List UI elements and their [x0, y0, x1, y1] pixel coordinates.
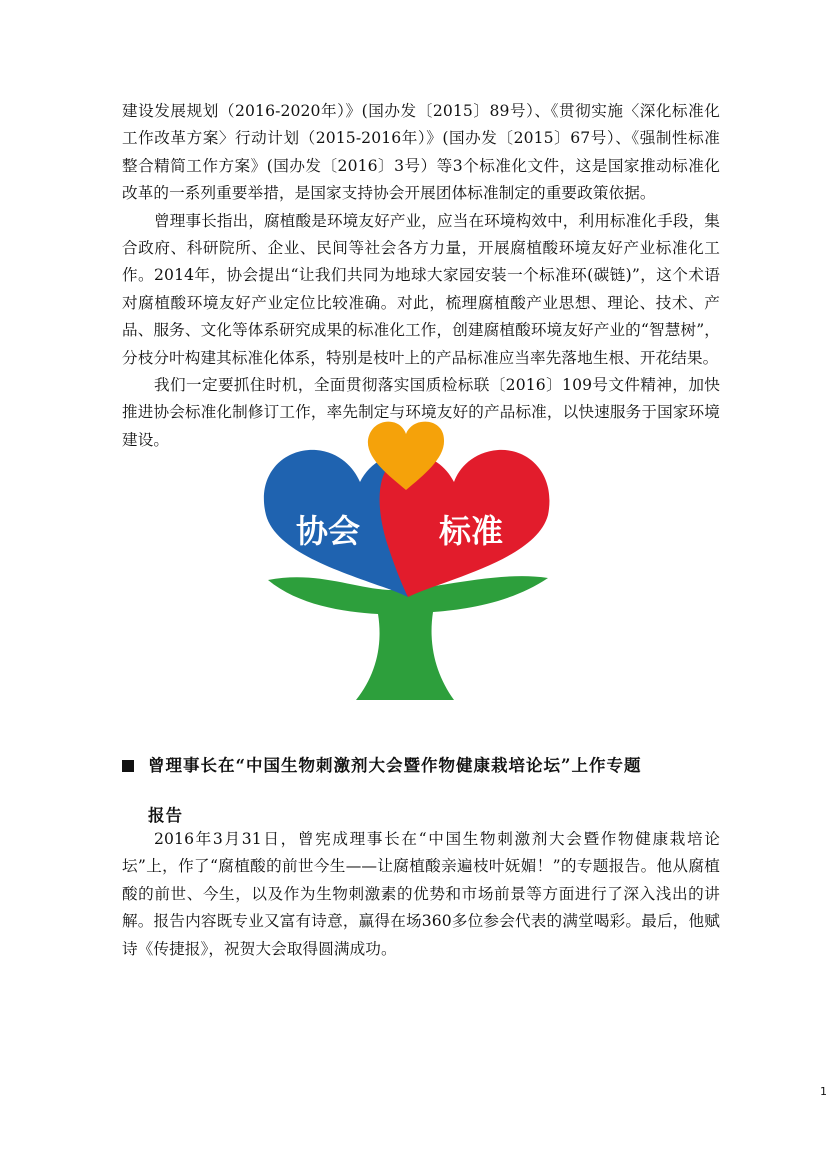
- top-text-block: [122, 98, 720, 454]
- section-heading: [122, 744, 722, 838]
- section-heading-line1: 曾理事长在“中国生物刺激剂大会暨作物健康栽培论坛”上作专题: [148, 756, 642, 775]
- paragraph-chairman-remarks: 曾理事长指出，腐植酸是环境友好产业，应当在环境构效中，利用标准化手段，集合政府、科研院所、企业、民间等社会各方力量，开展腐植酸环境友好产业标准化工作。2014年，协会提出“让我们共同为地球大家园安装一个标准环(碳链)”，这个术语对腐植酸环境友好产业定位比较准确。对此，梳理腐植酸产业思想、理论、技术、产品、服务、文化等体系研究成果的标准化工作，创建腐植酸环境友好产业的“智慧树”，分枝分叶构建其标准化体系，特别是枝叶上的产品标准应当率先落地生根、开花结果。: [122, 211, 720, 367]
- logo-right-text: 标准: [438, 512, 504, 550]
- paragraph-seize-opportunity: 我们一定要抓住时机，全面贯彻落实国质检标联〔2016〕109号文件精神，加快推进协会标准化制修订工作，率先制定与环境友好的产品标准，以快速服务于国家环境建设。: [122, 376, 720, 449]
- logo-left-text: 协会: [295, 512, 361, 550]
- page-number: 1: [820, 1085, 827, 1098]
- bottom-text-block: [122, 826, 720, 963]
- paragraph-policy-docs: 建设发展规划（2016-2020年）》(国办发〔2015〕89号）、《贯彻实施〈深化标准化工作改革方案〉行动计划（2015-2016年）》(国办发〔2015〕67号）、《强制性标准整合精简工作方案》(国办发〔2016〕3号）等3个标准化文件，这是国家推动标准化改革的一系列重要举措，是国家支持协会开展团体标准制定的重要政策依据。: [122, 102, 720, 203]
- section-heading-line2: 报告: [148, 806, 183, 825]
- association-standard-logo: [258, 420, 554, 702]
- paragraph-report: 2016年3月31日，曾宪成理事长在“中国生物刺激剂大会暨作物健康栽培论坛”上，作了“腐植酸的前世今生——让腐植酸亲遍枝叶妩媚！”的专题报告。他从腐植酸的前世、今生，以及作为生物刺激素的优势和市场前景等方面进行了深入浅出的讲解。报告内容既专业又富有诗意，赢得在场360多位参会代表的满堂喝彩。最后，他赋诗《传捷报》，祝贺大会取得圆满成功。: [122, 830, 720, 958]
- square-bullet-icon: [122, 760, 134, 772]
